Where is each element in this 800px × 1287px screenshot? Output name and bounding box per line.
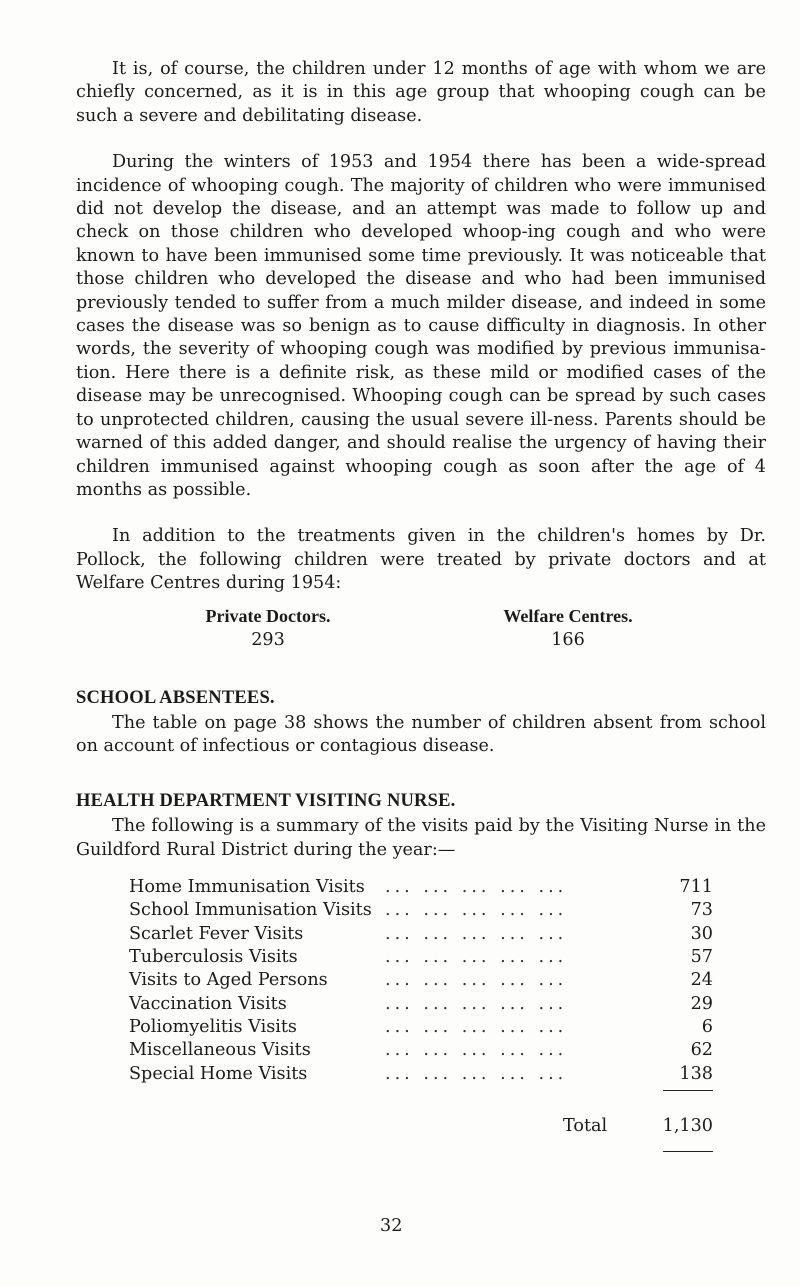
visit-value: 73	[690, 900, 713, 921]
leader-dots: ... ... ... ... ...	[385, 947, 568, 968]
page-content	[76, 58, 766, 1140]
visit-value: 29	[690, 993, 713, 1014]
visit-label: Scarlet Fever Visits	[129, 923, 304, 944]
leader-dots: ... ... ... ... ...	[385, 1016, 568, 1037]
total-label: Total	[563, 1115, 608, 1136]
page-number: 32	[380, 1216, 403, 1236]
welfare-centres-label: Welfare Centres.	[503, 605, 633, 626]
visit-value: 6	[701, 1016, 713, 1037]
visit-value: 138	[679, 1063, 713, 1084]
visit-label: Poliomyelitis Visits	[129, 1016, 297, 1037]
visit-label: Vaccination Visits	[129, 993, 287, 1014]
total-rule-top	[663, 1090, 713, 1091]
visit-value: 711	[679, 877, 713, 898]
visit-row	[129, 923, 713, 946]
leader-dots: ... ... ... ... ...	[385, 1040, 568, 1061]
visit-value: 24	[690, 970, 713, 991]
leader-dots: ... ... ... ... ...	[385, 1063, 568, 1084]
treatments-value-row	[76, 630, 766, 654]
visit-label: Visits to Aged Persons	[129, 970, 328, 991]
paragraph-intro: It is, of course, the children under 12 months of age with whom we are chiefly concerned, as it is in this age group that whooping cough can be such a severe and debilitating disease.	[76, 59, 766, 126]
private-doctors-value: 293	[251, 629, 285, 650]
leader-dots: ... ... ... ... ...	[385, 877, 568, 898]
school-absentees-text: The table on page 38 shows the number of children absent from school on account of infectious or contagious disease.	[76, 712, 766, 756]
visit-value: 62	[690, 1040, 713, 1061]
paragraph-winters: During the winters of 1953 and 1954 there has been a wide-spread incidence of whooping cough. The majority of children who were immunised did not develop the disease, and an attempt was made to follow up and check on those children who developed whoop-ing cough and who were known to have been immunised some time previously. It was noticeable that those children who developed the disease and who had been immunised previously tended to suffer from a much milder disease, and indeed in some cases the disease was so benign as to cause difficulty in diagnosis. In other words, the severity of whooping cough was modified by previous immunisa-tion. Here there is a definite risk, as these mild or modified cases of the disease may be unrecognised. Whooping cough can be spread by such cases to unprotected children, causing the usual severe ill-ness. Parents should be warned of this added danger, and should realise the urgency of having their children immunised against whooping cough as soon after the age of 4 months as possible.	[76, 152, 766, 500]
total-rule-bottom	[663, 1151, 713, 1152]
visit-label: Tuberculosis Visits	[129, 947, 298, 968]
visit-row	[129, 969, 713, 992]
leader-dots: ... ... ... ... ...	[385, 923, 568, 944]
private-doctors-label: Private Doctors.	[205, 605, 331, 626]
visit-row	[129, 1063, 713, 1086]
welfare-centres-value: 166	[551, 629, 585, 650]
visit-row	[129, 946, 713, 969]
visit-row	[129, 993, 713, 1016]
visit-label: School Immunisation Visits	[129, 900, 372, 921]
leader-dots: ... ... ... ... ...	[385, 970, 568, 991]
treatments-header-row	[76, 606, 766, 630]
visit-label: Special Home Visits	[129, 1063, 308, 1084]
visit-value: 57	[690, 947, 713, 968]
visits-table	[129, 876, 713, 1140]
total-row	[129, 1116, 713, 1140]
paragraph-treatments: In addition to the treatments given in the children's homes by Dr. Pollock, the following children were treated by private doctors and at Welfare Centres during 1954:	[76, 526, 766, 594]
visit-row	[129, 1039, 713, 1062]
visit-row	[129, 899, 713, 922]
leader-dots: ... ... ... ... ...	[385, 900, 568, 921]
total-value: 1,130	[662, 1115, 713, 1136]
visit-label: Home Immunisation Visits	[129, 877, 365, 898]
visit-row	[129, 876, 713, 899]
leader-dots: ... ... ... ... ...	[385, 993, 568, 1014]
school-absentees-heading: SCHOOL ABSENTEES.	[76, 687, 275, 708]
visit-row	[129, 1016, 713, 1039]
visit-value: 30	[690, 923, 713, 944]
visit-label: Miscellaneous Visits	[129, 1040, 311, 1061]
visiting-nurse-text: The following is a summary of the visits paid by the Visiting Nurse in the Guildford Rural District during the year:—	[76, 816, 766, 860]
visiting-nurse-heading: HEALTH DEPARTMENT VISITING NURSE.	[76, 791, 456, 812]
